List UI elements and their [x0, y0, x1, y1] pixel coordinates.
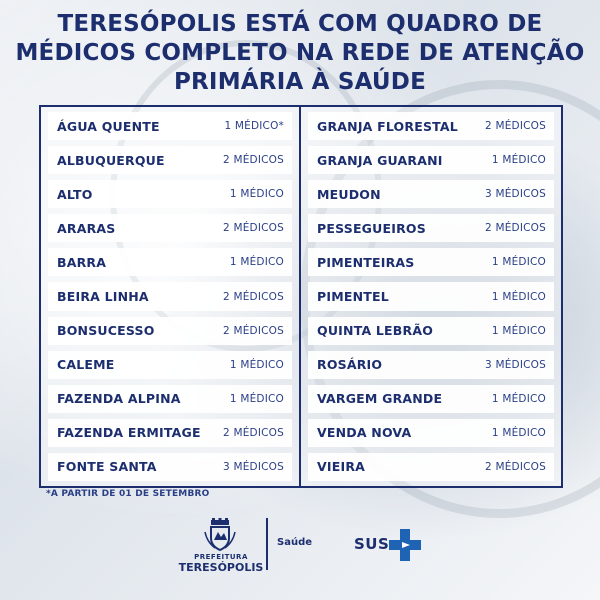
table-row — [48, 214, 292, 242]
neighborhood-name: PIMENTEL — [317, 289, 389, 305]
department-label: Saúde — [277, 537, 313, 548]
doctor-count: 3 MÉDICOS — [485, 188, 546, 201]
neighborhood-name: GRANJA GUARANI — [317, 152, 443, 168]
prefeitura-label: PREFEITURA — [194, 553, 248, 561]
table-row — [48, 453, 292, 481]
doctor-count: 1 MÉDICO — [229, 358, 284, 371]
footnote: *A PARTIR DE 01 DE SETEMBRO — [46, 489, 210, 499]
title-line-2: MÉDICOS COMPLETO NA REDE DE ATENÇÃO — [15, 40, 585, 66]
table-row — [308, 282, 554, 310]
neighborhood-name: ARARAS — [57, 220, 116, 236]
doctor-count: 2 MÉDICOS — [485, 460, 546, 473]
doctor-count: 1 MÉDICO — [491, 426, 546, 439]
table-row — [308, 180, 554, 208]
neighborhood-name: MEUDON — [317, 186, 381, 202]
doctor-count: 1 MÉDICO — [229, 392, 284, 405]
doctor-count: 2 MÉDICOS — [223, 290, 284, 303]
doctor-count: 3 MÉDICOS — [223, 460, 284, 473]
neighborhood-name: BEIRA LINHA — [57, 289, 149, 305]
doctor-count: 2 MÉDICOS — [223, 426, 284, 439]
footer-logos — [168, 515, 438, 585]
neighborhood-name: QUINTA LEBRÃO — [317, 323, 434, 339]
table-row — [48, 282, 292, 310]
table-row — [48, 180, 292, 208]
doctor-count: 1 MÉDICO — [491, 154, 546, 167]
table-row — [308, 317, 554, 345]
table-row — [308, 351, 554, 379]
left-column — [41, 107, 301, 486]
neighborhood-name: PIMENTEIRAS — [317, 254, 415, 270]
table-row — [48, 248, 292, 276]
doctor-count: 2 MÉDICOS — [223, 324, 284, 337]
table-row — [48, 146, 292, 174]
neighborhood-name: ROSÁRIO — [317, 357, 383, 373]
title-line-3: PRIMÁRIA À SAÚDE — [173, 69, 427, 95]
table-row — [48, 317, 292, 345]
footer-divider — [266, 518, 268, 570]
neighborhood-name: ALTO — [57, 186, 93, 202]
neighborhood-name: VIEIRA — [317, 459, 366, 475]
sus-label: SUS — [354, 535, 390, 553]
table-row — [48, 112, 292, 140]
neighborhood-name: FAZENDA ALPINA — [57, 391, 181, 407]
doctor-count: 1 MÉDICO — [229, 188, 284, 201]
doctors-table — [39, 105, 563, 488]
doctor-count: 3 MÉDICOS — [485, 358, 546, 371]
neighborhood-name: BARRA — [57, 254, 107, 270]
table-row — [308, 214, 554, 242]
neighborhood-name: FONTE SANTA — [57, 459, 157, 475]
doctor-count: 1 MÉDICO — [491, 392, 546, 405]
table-row — [308, 146, 554, 174]
sus-cross-icon — [388, 528, 422, 562]
neighborhood-name: PESSEGUEIROS — [317, 220, 426, 236]
neighborhood-name: VENDA NOVA — [317, 425, 412, 441]
table-row — [48, 385, 292, 413]
neighborhood-name: ALBUQUERQUE — [57, 152, 165, 168]
doctor-count: 2 MÉDICOS — [485, 222, 546, 235]
table-row — [308, 453, 554, 481]
doctor-count: 1 MÉDICO* — [224, 120, 284, 133]
right-column — [301, 107, 561, 486]
table-row — [308, 248, 554, 276]
city-name: TERESÓPOLIS — [178, 561, 264, 574]
doctor-count: 2 MÉDICOS — [223, 154, 284, 167]
table-row — [308, 419, 554, 447]
doctor-count: 1 MÉDICO — [491, 324, 546, 337]
neighborhood-name: ÁGUA QUENTE — [57, 118, 160, 134]
neighborhood-name: CALEME — [57, 357, 115, 373]
neighborhood-name: FAZENDA ERMITAGE — [57, 425, 201, 441]
doctor-count: 2 MÉDICOS — [485, 120, 546, 133]
table-row — [308, 112, 554, 140]
neighborhood-name: BONSUCESSO — [57, 323, 155, 339]
doctor-count: 1 MÉDICO — [229, 256, 284, 269]
doctor-count: 1 MÉDICO — [491, 290, 546, 303]
neighborhood-name: VARGEM GRANDE — [317, 391, 443, 407]
table-row — [308, 385, 554, 413]
table-row — [48, 351, 292, 379]
crest-icon — [203, 518, 237, 552]
table-row — [48, 419, 292, 447]
title-line-1: TERESÓPOLIS ESTÁ COM QUADRO DE — [57, 11, 543, 37]
doctor-count: 2 MÉDICOS — [223, 222, 284, 235]
doctor-count: 1 MÉDICO — [491, 256, 546, 269]
neighborhood-name: GRANJA FLORESTAL — [317, 118, 458, 134]
page-title — [0, 10, 600, 97]
